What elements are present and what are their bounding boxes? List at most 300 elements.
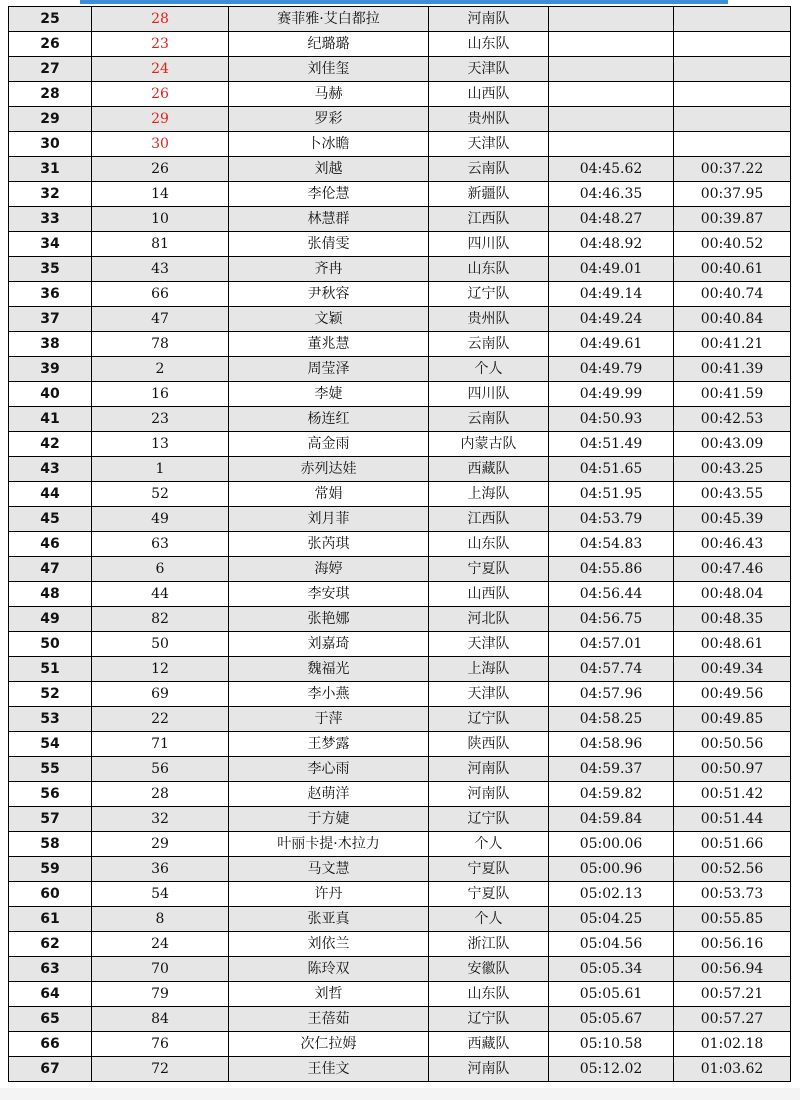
finish-time-cell: 04:57.96	[549, 682, 674, 707]
time-gap-cell: 00:51.42	[674, 782, 791, 807]
bib-number-cell: 54	[92, 882, 229, 907]
table-row	[9, 57, 791, 82]
finish-time-cell: 05:05.34	[549, 957, 674, 982]
finish-time-cell: 04:51.65	[549, 457, 674, 482]
team-cell: 四川队	[429, 382, 549, 407]
time-gap-cell: 00:57.27	[674, 1007, 791, 1032]
table-row	[9, 1007, 791, 1032]
rank-cell: 53	[9, 707, 92, 732]
rank-cell: 31	[9, 157, 92, 182]
rank-cell: 48	[9, 582, 92, 607]
rank-cell: 60	[9, 882, 92, 907]
team-cell: 河南队	[429, 7, 549, 32]
finish-time-cell: 05:00.06	[549, 832, 674, 857]
table-row	[9, 632, 791, 657]
team-cell: 江西队	[429, 507, 549, 532]
rank-cell: 58	[9, 832, 92, 857]
rank-cell: 33	[9, 207, 92, 232]
rank-cell: 49	[9, 607, 92, 632]
finish-time-cell: 04:49.79	[549, 357, 674, 382]
team-cell: 个人	[429, 832, 549, 857]
team-cell: 天津队	[429, 132, 549, 157]
rank-cell: 57	[9, 807, 92, 832]
team-cell: 贵州队	[429, 307, 549, 332]
athlete-name-cell: 张亚真	[229, 907, 429, 932]
team-cell: 山东队	[429, 257, 549, 282]
rank-cell: 41	[9, 407, 92, 432]
team-cell: 宁夏队	[429, 882, 549, 907]
athlete-name-cell: 于萍	[229, 707, 429, 732]
time-gap-cell: 01:02.18	[674, 1032, 791, 1057]
bib-number-cell: 30	[92, 132, 229, 157]
team-cell: 云南队	[429, 332, 549, 357]
table-row	[9, 707, 791, 732]
finish-time-cell: 04:57.74	[549, 657, 674, 682]
table-row	[9, 507, 791, 532]
table-row	[9, 757, 791, 782]
team-cell: 上海队	[429, 657, 549, 682]
athlete-name-cell: 刘依兰	[229, 932, 429, 957]
finish-time-cell: 05:05.61	[549, 982, 674, 1007]
rank-cell: 28	[9, 82, 92, 107]
bib-number-cell: 81	[92, 232, 229, 257]
table-row	[9, 107, 791, 132]
finish-time-cell: 04:48.92	[549, 232, 674, 257]
finish-time-cell: 04:55.86	[549, 557, 674, 582]
rank-cell: 37	[9, 307, 92, 332]
time-gap-cell: 00:48.61	[674, 632, 791, 657]
rank-cell: 32	[9, 182, 92, 207]
team-cell: 安徽队	[429, 957, 549, 982]
athlete-name-cell: 尹秋容	[229, 282, 429, 307]
time-gap-cell: 00:43.55	[674, 482, 791, 507]
bib-number-cell: 76	[92, 1032, 229, 1057]
bib-number-cell: 32	[92, 807, 229, 832]
table-row	[9, 607, 791, 632]
bib-number-cell: 26	[92, 157, 229, 182]
rank-cell: 27	[9, 57, 92, 82]
finish-time-cell: 04:49.61	[549, 332, 674, 357]
team-cell: 新疆队	[429, 182, 549, 207]
team-cell: 上海队	[429, 482, 549, 507]
bib-number-cell: 82	[92, 607, 229, 632]
bib-number-cell: 16	[92, 382, 229, 407]
athlete-name-cell: 罗彩	[229, 107, 429, 132]
athlete-name-cell: 赵萌洋	[229, 782, 429, 807]
finish-time-cell	[549, 107, 674, 132]
athlete-name-cell: 董兆慧	[229, 332, 429, 357]
bib-number-cell: 56	[92, 757, 229, 782]
table-row	[9, 307, 791, 332]
time-gap-cell: 00:40.61	[674, 257, 791, 282]
finish-time-cell: 04:57.01	[549, 632, 674, 657]
athlete-name-cell: 张芮琪	[229, 532, 429, 557]
team-cell: 内蒙古队	[429, 432, 549, 457]
bib-number-cell: 28	[92, 782, 229, 807]
table-row	[9, 282, 791, 307]
athlete-name-cell: 赛菲雅·艾白都拉	[229, 7, 429, 32]
table-row	[9, 482, 791, 507]
table-row	[9, 882, 791, 907]
rank-cell: 52	[9, 682, 92, 707]
team-cell: 云南队	[429, 157, 549, 182]
bib-number-cell: 8	[92, 907, 229, 932]
table-row	[9, 657, 791, 682]
table-row	[9, 682, 791, 707]
rank-cell: 45	[9, 507, 92, 532]
athlete-name-cell: 马赫	[229, 82, 429, 107]
table-row	[9, 857, 791, 882]
table-row	[9, 457, 791, 482]
team-cell: 辽宁队	[429, 707, 549, 732]
rank-cell: 50	[9, 632, 92, 657]
finish-time-cell: 04:49.24	[549, 307, 674, 332]
athlete-name-cell: 杨连红	[229, 407, 429, 432]
time-gap-cell	[674, 132, 791, 157]
bib-number-cell: 63	[92, 532, 229, 557]
bib-number-cell: 13	[92, 432, 229, 457]
athlete-name-cell: 海婷	[229, 557, 429, 582]
table-row	[9, 982, 791, 1007]
finish-time-cell: 04:54.83	[549, 532, 674, 557]
bib-number-cell: 1	[92, 457, 229, 482]
team-cell: 山东队	[429, 532, 549, 557]
team-cell: 宁夏队	[429, 557, 549, 582]
time-gap-cell: 00:51.44	[674, 807, 791, 832]
finish-time-cell: 05:02.13	[549, 882, 674, 907]
athlete-name-cell: 刘佳玺	[229, 57, 429, 82]
rank-cell: 65	[9, 1007, 92, 1032]
team-cell: 河北队	[429, 607, 549, 632]
bib-number-cell: 71	[92, 732, 229, 757]
rank-cell: 39	[9, 357, 92, 382]
rank-cell: 29	[9, 107, 92, 132]
table-row	[9, 582, 791, 607]
finish-time-cell: 05:10.58	[549, 1032, 674, 1057]
time-gap-cell: 00:40.74	[674, 282, 791, 307]
athlete-name-cell: 马文慧	[229, 857, 429, 882]
time-gap-cell	[674, 82, 791, 107]
time-gap-cell: 00:43.09	[674, 432, 791, 457]
athlete-name-cell: 李小燕	[229, 682, 429, 707]
athlete-name-cell: 魏福光	[229, 657, 429, 682]
team-cell: 江西队	[429, 207, 549, 232]
finish-time-cell	[549, 57, 674, 82]
finish-time-cell: 04:51.49	[549, 432, 674, 457]
rank-cell: 59	[9, 857, 92, 882]
table-row	[9, 257, 791, 282]
finish-time-cell: 04:46.35	[549, 182, 674, 207]
table-row	[9, 7, 791, 32]
finish-time-cell: 05:04.56	[549, 932, 674, 957]
athlete-name-cell: 李伦慧	[229, 182, 429, 207]
athlete-name-cell: 周莹泽	[229, 357, 429, 382]
time-gap-cell: 00:41.21	[674, 332, 791, 357]
rank-cell: 40	[9, 382, 92, 407]
team-cell: 山东队	[429, 32, 549, 57]
table-row	[9, 82, 791, 107]
rank-cell: 55	[9, 757, 92, 782]
team-cell: 四川队	[429, 232, 549, 257]
table-row	[9, 207, 791, 232]
bib-number-cell: 29	[92, 107, 229, 132]
rank-cell: 44	[9, 482, 92, 507]
athlete-name-cell: 李婕	[229, 382, 429, 407]
bib-number-cell: 52	[92, 482, 229, 507]
time-gap-cell: 00:37.95	[674, 182, 791, 207]
bib-number-cell: 28	[92, 7, 229, 32]
finish-time-cell: 04:50.93	[549, 407, 674, 432]
athlete-name-cell: 纪璐璐	[229, 32, 429, 57]
time-gap-cell: 00:40.84	[674, 307, 791, 332]
athlete-name-cell: 于方婕	[229, 807, 429, 832]
finish-time-cell	[549, 7, 674, 32]
rank-cell: 61	[9, 907, 92, 932]
finish-time-cell: 05:05.67	[549, 1007, 674, 1032]
finish-time-cell: 04:58.96	[549, 732, 674, 757]
bib-number-cell: 43	[92, 257, 229, 282]
athlete-name-cell: 次仁拉姆	[229, 1032, 429, 1057]
rank-cell: 38	[9, 332, 92, 357]
rank-cell: 51	[9, 657, 92, 682]
athlete-name-cell: 刘哲	[229, 982, 429, 1007]
rank-cell: 46	[9, 532, 92, 557]
bib-number-cell: 49	[92, 507, 229, 532]
finish-time-cell	[549, 132, 674, 157]
athlete-name-cell: 刘越	[229, 157, 429, 182]
time-gap-cell: 00:43.25	[674, 457, 791, 482]
table-row	[9, 382, 791, 407]
time-gap-cell	[674, 32, 791, 57]
bib-number-cell: 24	[92, 57, 229, 82]
athlete-name-cell: 文颖	[229, 307, 429, 332]
team-cell: 河南队	[429, 782, 549, 807]
bib-number-cell: 44	[92, 582, 229, 607]
bib-number-cell: 84	[92, 1007, 229, 1032]
time-gap-cell: 00:41.59	[674, 382, 791, 407]
time-gap-cell: 00:45.39	[674, 507, 791, 532]
table-row	[9, 807, 791, 832]
team-cell: 河南队	[429, 757, 549, 782]
time-gap-cell: 00:49.34	[674, 657, 791, 682]
table-row	[9, 332, 791, 357]
time-gap-cell: 00:56.16	[674, 932, 791, 957]
finish-time-cell: 04:48.27	[549, 207, 674, 232]
table-row	[9, 32, 791, 57]
time-gap-cell: 00:49.56	[674, 682, 791, 707]
finish-time-cell: 04:56.44	[549, 582, 674, 607]
top-accent-bar	[80, 0, 728, 4]
time-gap-cell: 00:50.97	[674, 757, 791, 782]
team-cell: 辽宁队	[429, 1007, 549, 1032]
finish-time-cell: 05:00.96	[549, 857, 674, 882]
bib-number-cell: 50	[92, 632, 229, 657]
bib-number-cell: 23	[92, 32, 229, 57]
rank-cell: 54	[9, 732, 92, 757]
finish-time-cell: 04:59.37	[549, 757, 674, 782]
time-gap-cell: 00:57.21	[674, 982, 791, 1007]
time-gap-cell: 00:48.35	[674, 607, 791, 632]
rank-cell: 25	[9, 7, 92, 32]
bib-number-cell: 6	[92, 557, 229, 582]
time-gap-cell: 00:37.22	[674, 157, 791, 182]
athlete-name-cell: 赤列达娃	[229, 457, 429, 482]
table-row	[9, 182, 791, 207]
team-cell: 陕西队	[429, 732, 549, 757]
table-row	[9, 407, 791, 432]
time-gap-cell: 00:46.43	[674, 532, 791, 557]
bib-number-cell: 78	[92, 332, 229, 357]
time-gap-cell	[674, 107, 791, 132]
finish-time-cell: 04:56.75	[549, 607, 674, 632]
rank-cell: 67	[9, 1057, 92, 1082]
athlete-name-cell: 张倩雯	[229, 232, 429, 257]
athlete-name-cell: 叶丽卡提·木拉力	[229, 832, 429, 857]
time-gap-cell: 00:42.53	[674, 407, 791, 432]
bib-number-cell: 70	[92, 957, 229, 982]
team-cell: 贵州队	[429, 107, 549, 132]
bib-number-cell: 72	[92, 1057, 229, 1082]
athlete-name-cell: 陈玲双	[229, 957, 429, 982]
athlete-name-cell: 常娟	[229, 482, 429, 507]
table-row	[9, 1057, 791, 1082]
bib-number-cell: 29	[92, 832, 229, 857]
rank-cell: 62	[9, 932, 92, 957]
team-cell: 辽宁队	[429, 807, 549, 832]
bib-number-cell: 47	[92, 307, 229, 332]
finish-time-cell: 05:12.02	[549, 1057, 674, 1082]
team-cell: 山西队	[429, 82, 549, 107]
finish-time-cell: 04:58.25	[549, 707, 674, 732]
table-row	[9, 782, 791, 807]
athlete-name-cell: 刘月菲	[229, 507, 429, 532]
team-cell: 天津队	[429, 682, 549, 707]
bib-number-cell: 23	[92, 407, 229, 432]
table-row	[9, 907, 791, 932]
athlete-name-cell: 林慧群	[229, 207, 429, 232]
finish-time-cell: 04:53.79	[549, 507, 674, 532]
bottom-strip	[0, 1088, 800, 1100]
rank-cell: 43	[9, 457, 92, 482]
athlete-name-cell: 李安琪	[229, 582, 429, 607]
table-row	[9, 832, 791, 857]
bib-number-cell: 10	[92, 207, 229, 232]
table-row	[9, 432, 791, 457]
time-gap-cell: 00:56.94	[674, 957, 791, 982]
finish-time-cell: 04:49.99	[549, 382, 674, 407]
athlete-name-cell: 王梦露	[229, 732, 429, 757]
team-cell: 云南队	[429, 407, 549, 432]
rank-cell: 47	[9, 557, 92, 582]
rank-cell: 34	[9, 232, 92, 257]
table-row	[9, 157, 791, 182]
athlete-name-cell: 许丹	[229, 882, 429, 907]
team-cell: 西藏队	[429, 457, 549, 482]
team-cell: 山东队	[429, 982, 549, 1007]
team-cell: 天津队	[429, 57, 549, 82]
finish-time-cell: 04:51.95	[549, 482, 674, 507]
athlete-name-cell: 刘嘉琦	[229, 632, 429, 657]
table-row	[9, 357, 791, 382]
finish-time-cell: 04:59.82	[549, 782, 674, 807]
table-row	[9, 132, 791, 157]
finish-time-cell	[549, 82, 674, 107]
team-cell: 山西队	[429, 582, 549, 607]
athlete-name-cell: 张艳娜	[229, 607, 429, 632]
bib-number-cell: 2	[92, 357, 229, 382]
bib-number-cell: 14	[92, 182, 229, 207]
bib-number-cell: 66	[92, 282, 229, 307]
time-gap-cell	[674, 57, 791, 82]
finish-time-cell: 04:59.84	[549, 807, 674, 832]
time-gap-cell: 00:52.56	[674, 857, 791, 882]
athlete-name-cell: 齐冉	[229, 257, 429, 282]
time-gap-cell: 00:48.04	[674, 582, 791, 607]
time-gap-cell: 01:03.62	[674, 1057, 791, 1082]
athlete-name-cell: 卜冰瞻	[229, 132, 429, 157]
time-gap-cell: 00:49.85	[674, 707, 791, 732]
time-gap-cell: 00:40.52	[674, 232, 791, 257]
table-row	[9, 732, 791, 757]
finish-time-cell: 05:04.25	[549, 907, 674, 932]
team-cell: 个人	[429, 357, 549, 382]
athlete-name-cell: 高金雨	[229, 432, 429, 457]
time-gap-cell: 00:51.66	[674, 832, 791, 857]
time-gap-cell: 00:53.73	[674, 882, 791, 907]
bib-number-cell: 22	[92, 707, 229, 732]
rank-cell: 36	[9, 282, 92, 307]
rank-cell: 66	[9, 1032, 92, 1057]
table-row	[9, 532, 791, 557]
team-cell: 辽宁队	[429, 282, 549, 307]
team-cell: 河南队	[429, 1057, 549, 1082]
rank-cell: 26	[9, 32, 92, 57]
team-cell: 西藏队	[429, 1032, 549, 1057]
athlete-name-cell: 王佳文	[229, 1057, 429, 1082]
table-row	[9, 1032, 791, 1057]
rank-cell: 30	[9, 132, 92, 157]
team-cell: 浙江队	[429, 932, 549, 957]
team-cell: 宁夏队	[429, 857, 549, 882]
finish-time-cell: 04:49.01	[549, 257, 674, 282]
time-gap-cell: 00:50.56	[674, 732, 791, 757]
rank-cell: 42	[9, 432, 92, 457]
table-row	[9, 557, 791, 582]
rank-cell: 64	[9, 982, 92, 1007]
time-gap-cell: 00:41.39	[674, 357, 791, 382]
time-gap-cell	[674, 7, 791, 32]
bib-number-cell: 79	[92, 982, 229, 1007]
bib-number-cell: 69	[92, 682, 229, 707]
bib-number-cell: 36	[92, 857, 229, 882]
bib-number-cell: 12	[92, 657, 229, 682]
athlete-name-cell: 王蓓茹	[229, 1007, 429, 1032]
table-row	[9, 232, 791, 257]
table-row	[9, 932, 791, 957]
rank-cell: 56	[9, 782, 92, 807]
team-cell: 天津队	[429, 632, 549, 657]
athlete-name-cell: 李心雨	[229, 757, 429, 782]
time-gap-cell: 00:39.87	[674, 207, 791, 232]
finish-time-cell	[549, 32, 674, 57]
results-table	[8, 6, 791, 1082]
time-gap-cell: 00:55.85	[674, 907, 791, 932]
results-table-body	[9, 7, 791, 1082]
table-row	[9, 957, 791, 982]
rank-cell: 35	[9, 257, 92, 282]
bib-number-cell: 24	[92, 932, 229, 957]
finish-time-cell: 04:49.14	[549, 282, 674, 307]
